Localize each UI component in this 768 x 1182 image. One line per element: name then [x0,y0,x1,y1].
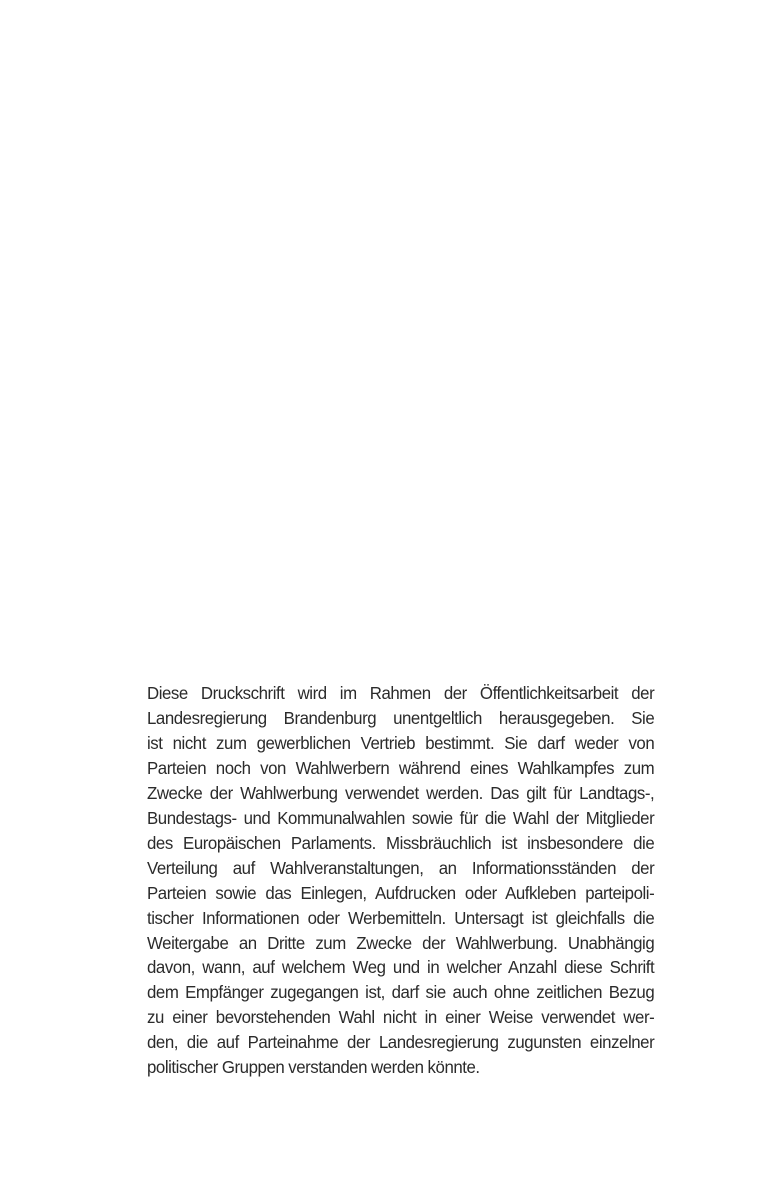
notice-line-6: Bundestags- und Kommunalwahlen sowie für die Wahl der Mitglieder [147,808,655,828]
notice-line-2: Landesregierung Brandenburg unentgeltlich herausgegeben. Sie [147,708,655,728]
notice-line-1: Diese Druckschrift wird im Rahmen der Öffentlichkeitsarbeit der [147,684,655,703]
notice-line-7: des Europäischen Parlaments. Missbräuchlich ist insbesondere die [147,833,655,853]
notice-line-13: dem Empfänger zugegangen ist, darf sie auch ohne zeitlichen Bezug [147,983,655,1003]
notice-line-15: den, die auf Parteinahme der Landesregierung zugunsten einzelner [147,1033,655,1053]
notice-line-3: ist nicht zum gewerblichen Vertrieb bestimmt. Sie darf weder von [147,733,655,753]
notice-line-16: politischer Gruppen verstanden werden könnte. [147,1058,480,1078]
notice-line-9: Parteien sowie das Einlegen, Aufdrucken oder Aufkleben parteipoli- [147,883,655,903]
notice-line-5: Zwecke der Wahlwerbung verwendet werden. Das gilt für Landtags-, [147,783,655,803]
notice-line-14: zu einer bevorstehenden Wahl nicht in einer Weise verwendet wer- [147,1008,655,1028]
notice-line-4: Parteien noch von Wahlwerbern während eines Wahlkampfes zum [147,758,655,778]
notice-line-10: tischer Informationen oder Werbemitteln. Untersagt ist gleichfalls die [147,908,655,928]
legal-notice-paragraph [147,682,654,1081]
notice-line-12: davon, wann, auf welchem Weg und in welcher Anzahl diese Schrift [147,958,655,978]
notice-line-11: Weitergabe an Dritte zum Zwecke der Wahlwerbung. Unabhängig [147,933,655,953]
notice-line-8: Verteilung auf Wahlveranstaltungen, an Informationsständen der [147,858,655,878]
